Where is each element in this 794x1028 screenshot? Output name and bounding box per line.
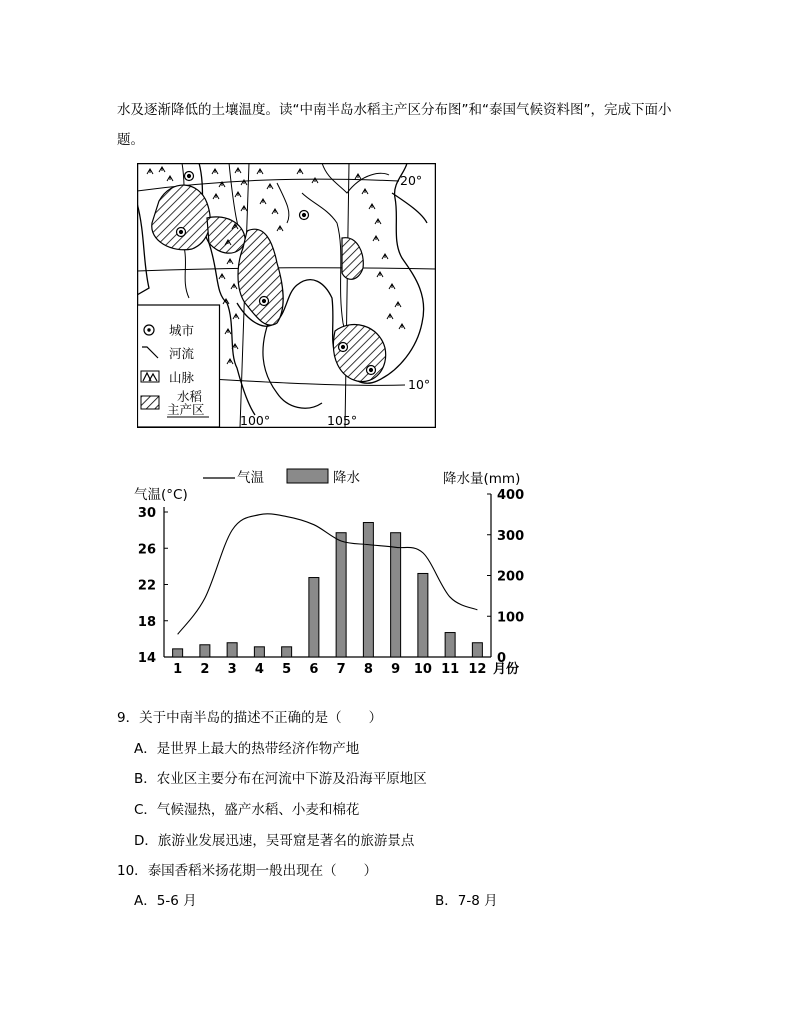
precip-bar bbox=[445, 633, 455, 657]
precip-bar bbox=[227, 643, 237, 657]
month-tick-label: 9 bbox=[391, 662, 401, 677]
right-tick-label: 0 bbox=[497, 651, 507, 666]
left-tick-label: 22 bbox=[137, 578, 156, 594]
legend-temp-label: 气温 bbox=[237, 470, 264, 486]
question-stem: 关于中南半岛的描述不正确的是（ ） bbox=[139, 710, 383, 726]
right-tick-label: 200 bbox=[497, 569, 525, 585]
left-tick-label: 30 bbox=[137, 506, 156, 521]
month-tick-label: 11 bbox=[441, 662, 460, 677]
legend-precip-label: 降水 bbox=[333, 470, 360, 486]
right-tick-label: 300 bbox=[497, 528, 525, 544]
x-axis-title: 月份 bbox=[493, 662, 520, 677]
precip-bar bbox=[173, 649, 183, 657]
temperature-line bbox=[178, 514, 478, 635]
precip-bar bbox=[391, 533, 401, 657]
precip-bar bbox=[254, 647, 264, 657]
option-10b[interactable]: B．7-8 月 bbox=[435, 893, 498, 909]
legend-mountain-label: 山脉 bbox=[169, 370, 195, 385]
month-tick-label: 12 bbox=[468, 662, 487, 677]
latitude-10-label: 10° bbox=[408, 377, 431, 392]
left-tick-label: 26 bbox=[137, 542, 156, 558]
longitude-105-label: 105° bbox=[327, 413, 358, 428]
question-9 bbox=[117, 706, 382, 726]
precip-bar bbox=[282, 647, 292, 657]
legend-rice-label-2: 主产区 bbox=[167, 402, 205, 417]
latitude-20-label: 20° bbox=[400, 173, 423, 188]
month-tick-label: 5 bbox=[282, 662, 292, 677]
legend-river-label: 河流 bbox=[169, 346, 195, 361]
left-tick-label: 18 bbox=[137, 614, 156, 630]
month-tick-label: 3 bbox=[227, 662, 237, 677]
month-tick-label: 6 bbox=[309, 662, 319, 677]
month-tick-label: 1 bbox=[173, 662, 183, 677]
option-9c[interactable]: C．气候湿热，盛产水稻、小麦和棉花 bbox=[134, 802, 360, 818]
intro-paragraph: 水及逐渐降低的土壤温度。读“中南半岛水稻主产区分布图”和“泰国气候资料图”，完成下面小题。 bbox=[117, 102, 672, 148]
precip-bar bbox=[336, 533, 346, 657]
longitude-100-label: 100° bbox=[240, 413, 271, 428]
option-9a[interactable]: A．是世界上最大的热带经济作物产地 bbox=[134, 741, 360, 757]
rice-area-map bbox=[137, 163, 436, 428]
month-tick-label: 8 bbox=[363, 662, 373, 677]
option-10a[interactable]: A．5-6 月 bbox=[134, 893, 197, 909]
question-stem: 泰国香稻米扬花期一般出现在（ ） bbox=[147, 863, 378, 879]
option-9b[interactable]: B．农业区主要分布在河流中下游及沿海平原地区 bbox=[134, 771, 427, 787]
precip-bar bbox=[418, 573, 428, 657]
climate-chart bbox=[128, 463, 528, 687]
right-tick-label: 400 bbox=[497, 488, 525, 503]
month-tick-label: 2 bbox=[200, 662, 210, 677]
question-10 bbox=[117, 859, 377, 879]
left-tick-label: 14 bbox=[137, 651, 156, 666]
month-tick-label: 7 bbox=[336, 662, 346, 677]
month-tick-label: 4 bbox=[254, 662, 264, 677]
legend-city-label: 城市 bbox=[169, 323, 195, 338]
option-9d[interactable]: D．旅游业发展迅速，吴哥窟是著名的旅游景点 bbox=[134, 833, 415, 849]
precip-bar bbox=[200, 645, 210, 657]
month-tick-label: 10 bbox=[413, 662, 432, 677]
precip-bar bbox=[472, 643, 482, 657]
right-tick-label: 100 bbox=[497, 610, 525, 626]
question-number: 10． bbox=[117, 863, 148, 879]
right-axis-title: 降水量(mm) bbox=[443, 471, 521, 487]
precip-bar bbox=[363, 523, 373, 657]
legend-rice-label-1: 水稻 bbox=[177, 389, 203, 404]
left-axis-title: 气温(°C) bbox=[134, 487, 188, 503]
legend-precip-swatch bbox=[287, 469, 328, 483]
map-legend bbox=[138, 305, 220, 427]
question-number: 9． bbox=[117, 710, 140, 726]
precip-bar bbox=[309, 578, 319, 657]
